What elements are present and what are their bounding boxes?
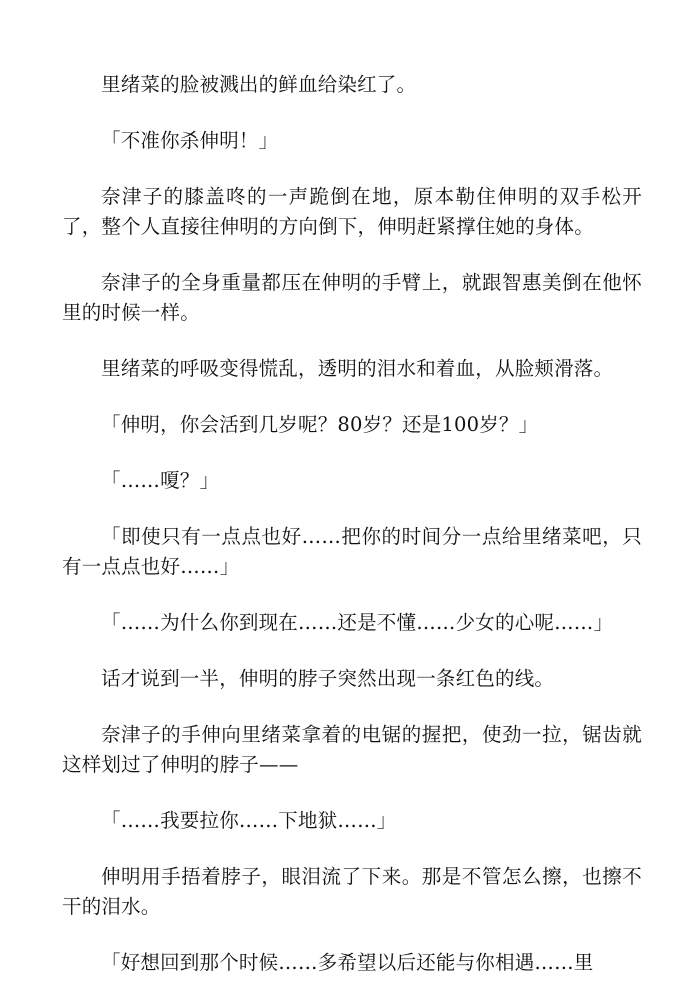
paragraph-8: 「即使只有一点点也好……把你的时间分一点给里绪菜吧，只有一点点也好……」 (62, 525, 642, 578)
paragraph-9: 「……为什么你到现在……还是不懂……少女的心呢……」 (101, 611, 614, 634)
document-page (62, 70, 642, 1004)
paragraph-5: 里绪菜的呼吸变得慌乱，透明的泪水和着血，从脸颊滑落。 (101, 357, 614, 380)
paragraph-12: 「……我要拉你……下地狱……」 (101, 809, 397, 832)
paragraph-1: 里绪菜的脸被溅出的鲜血给染红了。 (101, 73, 417, 96)
paragraph-13: 伸明用手捂着脖子，眼泪流了下来。那是不管怎么擦，也擦不干的泪水。 (62, 865, 642, 918)
paragraph-2: 「不准你杀伸明！」 (101, 129, 279, 152)
paragraph-11: 奈津子的手伸向里绪菜拿着的电锯的握把，使劲一拉，锯齿就这样划过了伸明的脖子—— (62, 723, 642, 776)
paragraph-6: 「伸明，你会活到几岁呢？80岁？还是100岁？」 (101, 413, 539, 436)
paragraph-7: 「……嗄？」 (101, 469, 220, 492)
paragraph-3: 奈津子的膝盖咚的一声跪倒在地，原本勒住伸明的双手松开了，整个人直接往伸明的方向倒下，伸明赶紧撑住她的身体。 (62, 185, 642, 238)
paragraph-10: 话才说到一半，伸明的脖子突然出现一条红色的线。 (101, 667, 555, 690)
paragraph-14: 「好想回到那个时候……多希望以后还能与你相遇……里 (101, 951, 594, 974)
paragraph-4: 奈津子的全身重量都压在伸明的手臂上，就跟智惠美倒在他怀里的时候一样。 (62, 271, 642, 324)
